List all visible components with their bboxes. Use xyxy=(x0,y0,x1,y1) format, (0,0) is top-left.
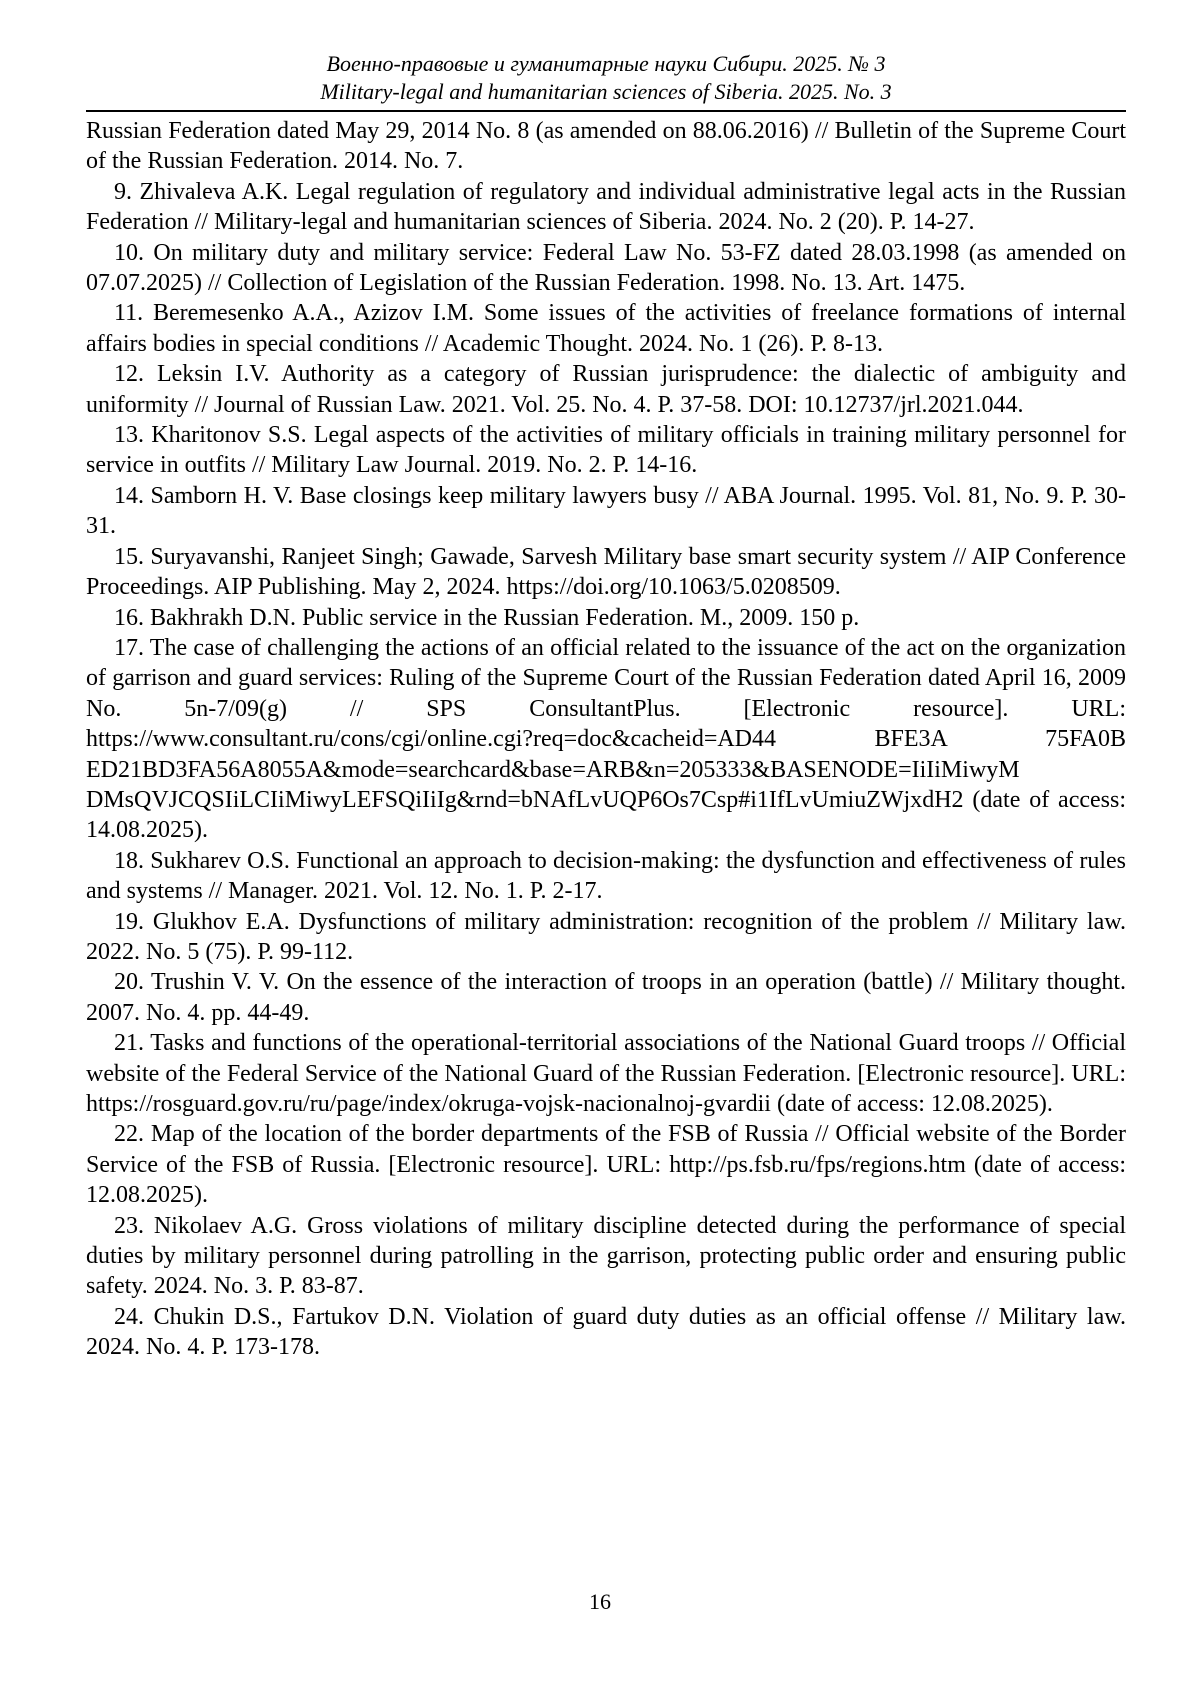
reference-text: Russian Federation dated May 29, 2014 No. 8 (as amended on 88.06.2016) // Bulletin of the Supreme Court of the Russian Federation. 2014. No. 7. xyxy=(86,118,1126,175)
reference-text: Sukharev O.S. Functional an approach to decision-making: the dysfunction and effectiveness of rules and systems // Manager. 2021. Vol. 12. No. 1. P. 2-17. xyxy=(86,847,1126,905)
reference-text: The case of challenging the actions of an official related to the issuance of the act on the organization of garrison and guard services: Ruling of the Supreme Court of the Russian Federation dated April 16, 2009 No. 5n-7/09(g) // SPS ConsultantPlus. [Electronic resource]. URL: https://www.consultant.ru/cons/cgi/online.cgi?req=doc&cacheid=AD44 BFE3A 75FA0B ED21BD3FA56A8055A&mode=searchcard&base=ARB&n=205333&BASENODE=IiIiMiwyM DMsQVJCQSIiLCIiMiwyLEFSQiIiIg&rnd=bNAfLvUQP6Os7Csp#i1IfLvUmiuZWjxdH2 (date of access: 14.08.2025). xyxy=(86,634,1126,844)
header-title-ru: Военно-правовые и гуманитарные науки Сибири. 2025. № 3 xyxy=(326,51,886,76)
reference-number: 12. xyxy=(114,361,144,388)
reference-number: 14. xyxy=(114,482,144,509)
reference-number: 16. xyxy=(114,604,144,631)
header-divider xyxy=(86,110,1126,112)
reference-number: 21. xyxy=(114,1030,144,1057)
reference-number: 9. xyxy=(114,178,132,205)
reference-text: Bakhrakh D.N. Public service in the Russian Federation. M., 2009. 150 p. xyxy=(150,604,860,631)
reference-number: 20. xyxy=(114,969,144,996)
reference-text: Samborn H. V. Base closings keep military lawyers busy // ABA Journal. 1995. Vol. 81, No. 9. P. 30-31. xyxy=(86,482,1126,540)
header-title-en: Military-legal and humanitarian sciences of Siberia. 2025. No. 3 xyxy=(320,79,892,104)
reference-text: Trushin V. V. On the essence of the interaction of troops in an operation (battle) // Military thought. 2007. No. 4. pp. 44-49. xyxy=(86,969,1126,1026)
page-number: 16 xyxy=(589,1589,611,1614)
reference-number: 23. xyxy=(114,1212,144,1239)
reference-item-16 xyxy=(86,603,1126,633)
reference-item-18 xyxy=(86,846,1126,907)
reference-text: Beremesenko A.A., Azizov I.M. Some issues of the activities of freelance formations of internal affairs bodies in special conditions // Academic Thought. 2024. No. 1 (26). P. 8-13. xyxy=(86,300,1127,357)
reference-item-14 xyxy=(86,481,1126,542)
reference-text: Nikolaev A.G. Gross violations of military discipline detected during the performance of special duties by military personnel during patrolling in the garrison, protecting public order and ensuring public safety. 2024. No. 3. P. 83-87. xyxy=(86,1212,1127,1300)
reference-item-9 xyxy=(86,177,1126,238)
reference-number: 24. xyxy=(114,1303,144,1330)
reference-text: Suryavanshi, Ranjeet Singh; Gawade, Sarvesh Military base smart security system // AIP Conference Proceedings. AIP Publishing. May 2, 2024. https://doi.org/10.1063/5.0208509. xyxy=(86,543,1127,601)
reference-item-11 xyxy=(86,298,1126,359)
reference-text: On military duty and military service: Federal Law No. 53-FZ dated 28.03.1998 (as amended on 07.07.2025) // Collection of Legislation of the Russian Federation. 1998. No. 13. Art. 1475. xyxy=(86,239,1126,297)
reference-item-10 xyxy=(86,238,1126,299)
reference-item-21 xyxy=(86,1028,1126,1119)
reference-text: Zhivaleva A.K. Legal regulation of regulatory and individual administrative legal acts in the Russian Federation // Military-legal and humanitarian sciences of Siberia. 2024. No. 2 (20). P. 14-27. xyxy=(86,178,1126,236)
reference-number: 22. xyxy=(114,1121,144,1148)
reference-list xyxy=(86,116,1126,1363)
reference-text: Kharitonov S.S. Legal aspects of the activities of military officials in training military personnel for service in outfits // Military Law Journal. 2019. No. 2. P. 14-16. xyxy=(86,422,1126,479)
reference-item-19 xyxy=(86,907,1126,968)
reference-text: Chukin D.S., Fartukov D.N. Violation of guard duty duties as an official offense // Military law. 2024. No. 4. P. 173-178. xyxy=(86,1303,1126,1361)
reference-item-20 xyxy=(86,967,1126,1028)
reference-text: Tasks and functions of the operational-territorial associations of the National Guard troops // Official website of the Federal Service of the National Guard of the Russian Federation. [Electronic resource]. URL: https://rosguard.gov.ru/ru/page/index/okruga-vojsk-nacionalnoj-gvardii (date of access: 12.08.2025). xyxy=(86,1030,1126,1117)
reference-item-17 xyxy=(86,633,1126,846)
reference-number: 10. xyxy=(114,239,144,266)
reference-text: Map of the location of the border departments of the FSB of Russia // Official website of the Border Service of the FSB of Russia. [Electronic resource]. URL: http://ps.fsb.ru/fps/regions.htm (date of access: 12.08.2025). xyxy=(86,1121,1127,1209)
reference-number: 18. xyxy=(114,847,144,874)
reference-number: 19. xyxy=(114,908,144,935)
reference-number: 11. xyxy=(114,300,144,327)
reference-item-continued xyxy=(86,116,1126,177)
reference-item-13 xyxy=(86,420,1126,481)
reference-number: 13. xyxy=(114,422,144,449)
reference-text: Leksin I.V. Authority as a category of Russian jurisprudence: the dialectic of ambiguity and uniformity // Journal of Russian Law. 2021. Vol. 25. No. 4. P. 37-58. DOI: 10.12737/jrl.2021.044. xyxy=(86,361,1127,418)
reference-number: 15. xyxy=(114,543,144,570)
running-header xyxy=(86,50,1126,106)
reference-item-22 xyxy=(86,1119,1126,1210)
reference-item-15 xyxy=(86,542,1126,603)
reference-item-12 xyxy=(86,359,1126,420)
reference-number: 17. xyxy=(114,634,144,661)
reference-text: Glukhov E.A. Dysfunctions of military administration: recognition of the problem // Military law. 2022. No. 5 (75). P. 99-112. xyxy=(86,908,1127,965)
reference-item-23 xyxy=(86,1211,1126,1302)
reference-item-24 xyxy=(86,1302,1126,1363)
